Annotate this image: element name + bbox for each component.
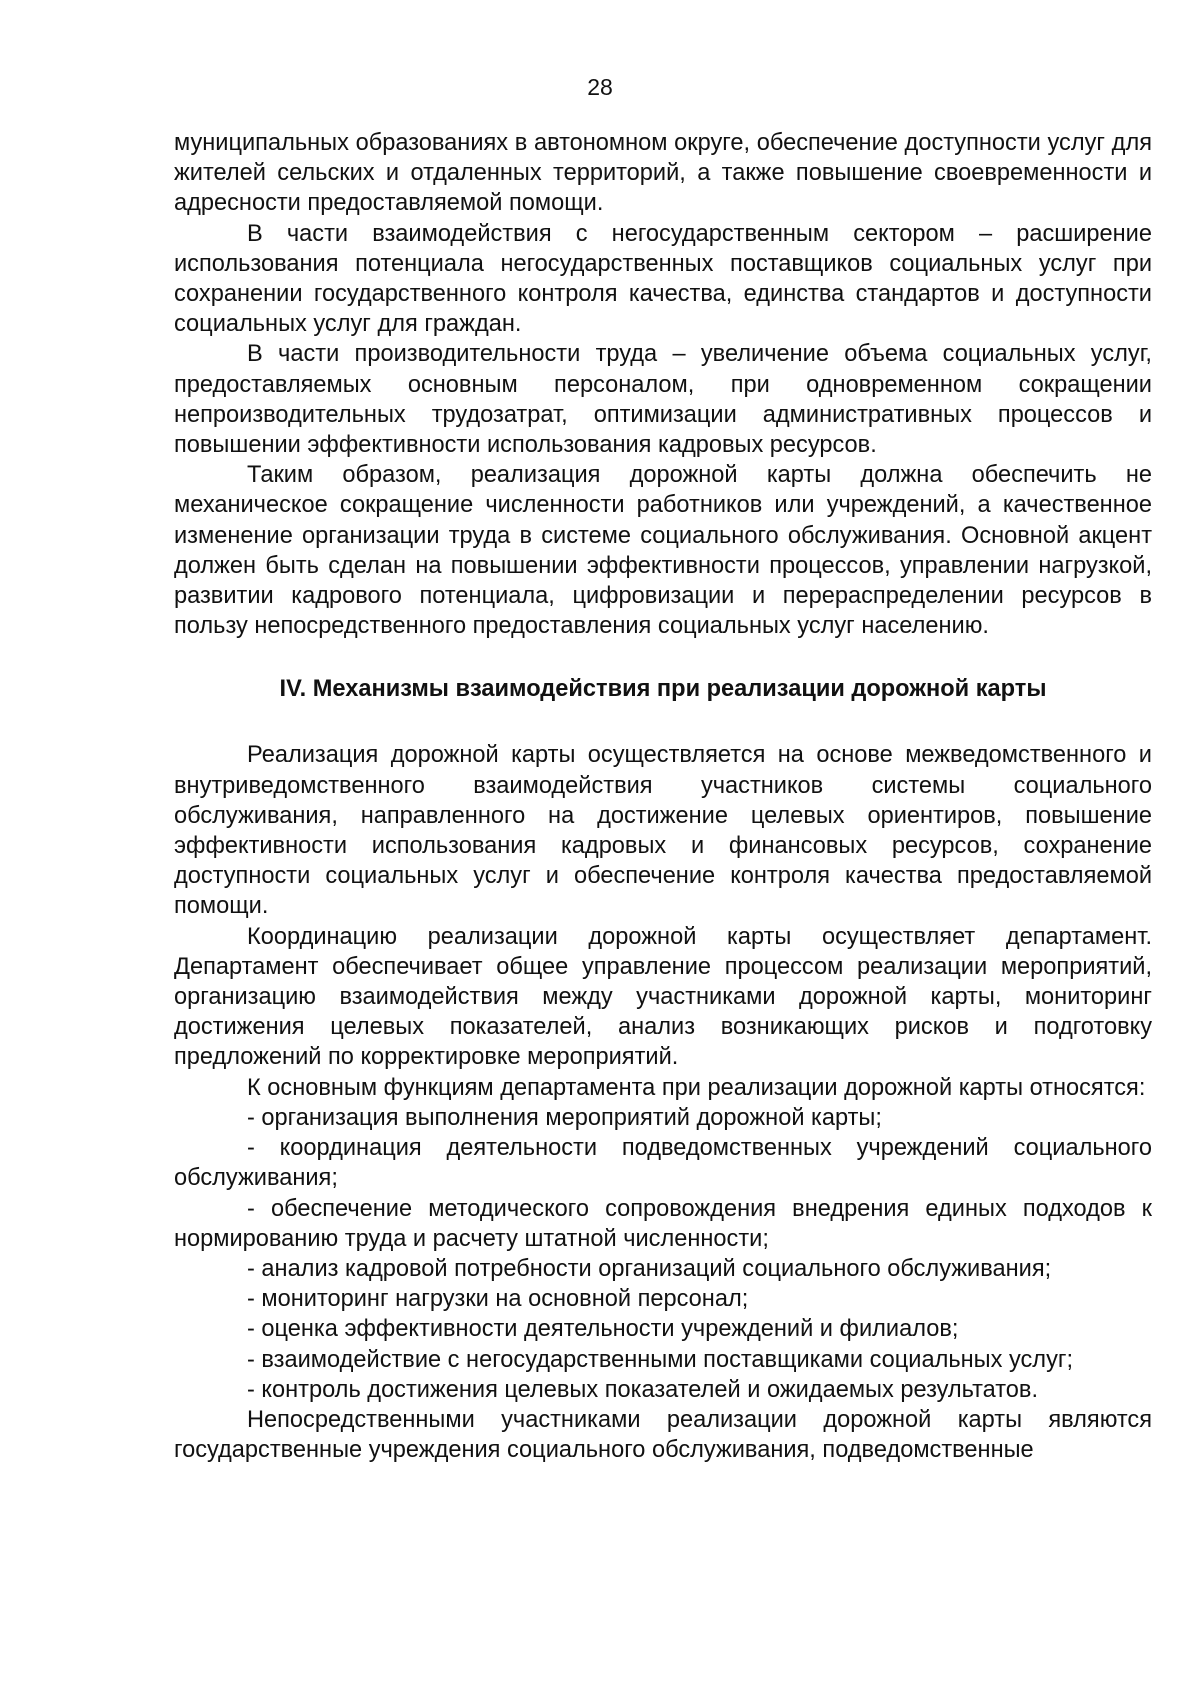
paragraph-conclusion: Таким образом, реализация дорожной карты должна обеспечить не механическое сокращение численности работников или учреждений, а качественное изменение организации труда в системе социального обслуживания. Основной акцент должен быть сделан на повышении эффективности процессов, управлении нагрузкой, развитии кадрового потенциала, цифровизации и перераспределении ресурсов в пользу непосредственного предоставления социальных услуг населению.: [174, 462, 1152, 640]
list-item-function: - контроль достижения целевых показателей и ожидаемых результатов.: [247, 1376, 1039, 1403]
list-item-function: - организация выполнения мероприятий дорожной карты;: [247, 1104, 882, 1131]
document-body: [174, 128, 1152, 1465]
list-item-function: - координация деятельности подведомственных учреждений социального обслуживания;: [174, 1135, 1152, 1192]
paragraph-implementation-basis: Реализация дорожной карты осуществляется на основе межведомственного и внутриведомственного взаимодействия участников системы социального обслуживания, направленного на достижение целевых ориентиров, повышение эффективности использования кадровых и финансовых ресурсов, сохранение доступности социальных услуг и обеспечение контроля качества предоставляемой помощи.: [174, 742, 1152, 920]
list-item-function: - оценка эффективности деятельности учреждений и филиалов;: [247, 1316, 959, 1343]
list-item-function: - мониторинг нагрузки на основной персонал;: [247, 1286, 749, 1313]
paragraph-nongovernmental-sector: В части взаимодействия с негосударственным сектором – расширение использования потенциала негосударственных поставщиков социальных услуг при сохранении государственного контроля качества, единства стандартов и доступности социальных услуг для граждан.: [174, 220, 1152, 338]
list-item-function: - обеспечение методического сопровождения внедрения единых подходов к нормированию труда и расчету штатной численности;: [174, 1195, 1152, 1252]
paragraph-functions-intro: К основным функциям департамента при реализации дорожной карты относятся:: [247, 1074, 1146, 1101]
paragraph-labor-productivity: В части производительности труда – увеличение объема социальных услуг, предоставляемых основным персоналом, при одновременном сокращении непроизводительных трудозатрат, оптимизации административных процессов и повышении эффективности использования кадровых ресурсов.: [174, 341, 1152, 459]
paragraph-continuation: муниципальных образованиях в автономном округе, обеспечение доступности услуг для жителей сельских и отдаленных территорий, а также повышение своевременности и адресности предоставляемой помощи.: [174, 130, 1152, 217]
list-item-function: - взаимодействие с негосударственными поставщиками социальных услуг;: [247, 1346, 1074, 1373]
section-heading: IV. Механизмы взаимодействия при реализации дорожной карты: [279, 676, 1047, 703]
paragraph-participants: Непосредственными участниками реализации дорожной карты являются государственные учреждения социального обслуживания, подведомственные: [174, 1406, 1152, 1464]
list-item-function: - анализ кадровой потребности организаций социального обслуживания;: [247, 1255, 1052, 1282]
page-number: 28: [587, 74, 613, 100]
paragraph-coordination: Координацию реализации дорожной карты осуществляет департамент. Департамент обеспечивает общее управление процессом реализации мероприятий, организацию взаимодействия между участниками дорожной карты, мониторинг достижения целевых показателей, анализ возникающих рисков и подготовку предложений по корректировке мероприятий.: [174, 923, 1152, 1071]
